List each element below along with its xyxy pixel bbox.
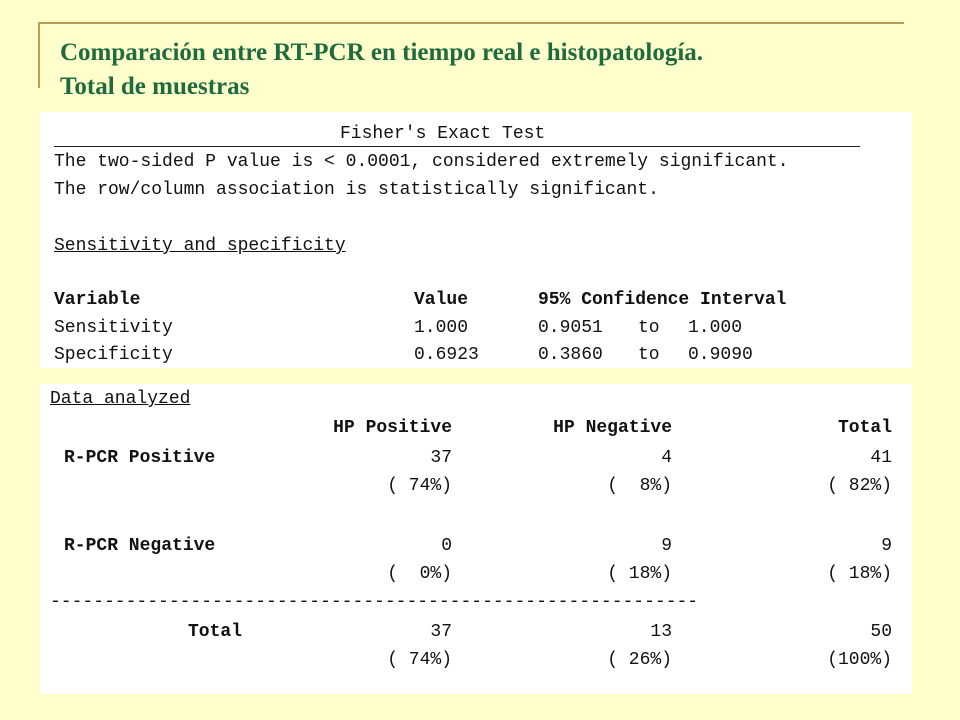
table-cell: 37	[430, 622, 452, 642]
sensitivity-ci-to: to	[638, 318, 660, 338]
column-header-variable: Variable	[54, 290, 141, 310]
title-left-rule	[38, 22, 40, 88]
table-cell: 13	[650, 622, 672, 642]
slide-title	[60, 36, 920, 104]
table-cell: 9	[881, 536, 892, 556]
fisher-test-panel	[40, 112, 912, 368]
table-cell-percent: ( 18%)	[827, 564, 892, 584]
fisher-p-value-line: The two-sided P value is < 0.0001, considered extremely significant.	[54, 152, 789, 172]
table-cell-percent: ( 8%)	[607, 476, 672, 496]
table-cell-percent: ( 74%)	[387, 476, 452, 496]
slide-title-line-2: Total de muestras	[60, 73, 250, 100]
table-cell: 41	[870, 448, 892, 468]
column-header-hp-negative: HP Negative	[553, 418, 672, 438]
table-cell: 4	[661, 448, 672, 468]
sens-spec-section-title: Sensitivity and specificity	[54, 236, 346, 256]
table-cell-percent: ( 0%)	[387, 564, 452, 584]
column-header-value: Value	[414, 290, 469, 310]
data-analyzed-panel	[40, 384, 912, 694]
title-top-rule	[38, 22, 904, 24]
table-cell-percent: ( 18%)	[607, 564, 672, 584]
table-cell-percent: ( 26%)	[607, 650, 672, 670]
sensitivity-ci-lower: 0.9051	[538, 318, 603, 338]
specificity-label: Specificity	[54, 345, 173, 365]
specificity-value: 0.6923	[414, 345, 479, 365]
specificity-ci-upper: 0.9090	[688, 345, 753, 365]
table-cell: 0	[441, 536, 452, 556]
table-cell: 50	[870, 622, 892, 642]
table-cell: 37	[430, 448, 452, 468]
fisher-association-line: The row/column association is statistically significant.	[54, 180, 659, 200]
table-separator: ------------------------------------------------------------	[50, 592, 699, 612]
sensitivity-label: Sensitivity	[54, 318, 173, 338]
specificity-ci-to: to	[638, 345, 660, 365]
fisher-heading: Fisher's Exact Test	[340, 124, 546, 144]
table-cell: 9	[661, 536, 672, 556]
column-header-total: Total	[837, 418, 892, 438]
row-label-total: Total	[187, 622, 242, 642]
row-label-rpcr-positive: R-PCR Positive	[64, 448, 216, 468]
table-cell-percent: (100%)	[827, 650, 892, 670]
specificity-ci-lower: 0.3860	[538, 345, 603, 365]
slide-title-line-1: Comparación entre RT-PCR en tiempo real e histopatología.	[60, 39, 704, 66]
data-analyzed-heading: Data analyzed	[50, 389, 191, 409]
table-cell-percent: ( 82%)	[827, 476, 892, 496]
column-header-hp-positive: HP Positive	[333, 418, 452, 438]
fisher-heading-rule	[54, 146, 860, 147]
row-label-rpcr-negative: R-PCR Negative	[64, 536, 216, 556]
table-cell-percent: ( 74%)	[387, 650, 452, 670]
sensitivity-ci-upper: 1.000	[688, 318, 743, 338]
column-header-confidence-interval: 95% Confidence Interval	[538, 290, 787, 310]
sensitivity-value: 1.000	[414, 318, 469, 338]
